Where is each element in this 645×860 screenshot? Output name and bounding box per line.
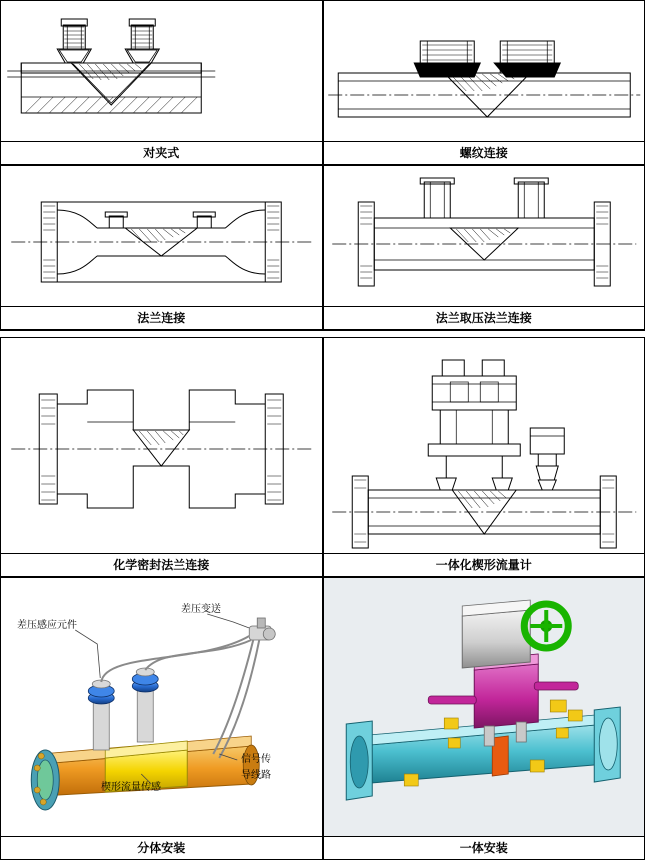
caption-integrated-meter: 一体化楔形流量计	[324, 553, 645, 576]
figure-flange-drawing	[1, 166, 322, 306]
section-divider	[0, 330, 645, 337]
section-photos	[0, 577, 645, 860]
figure-thread-drawing	[324, 1, 645, 141]
figure-flange-tap-drawing	[324, 166, 645, 306]
figure-cell-wafer	[0, 0, 323, 165]
section-bottom	[0, 337, 645, 577]
figure-integrated-meter-drawing	[324, 338, 645, 553]
caption-thread: 螺纹连接	[324, 141, 645, 164]
figure-cell-split-mount	[0, 577, 323, 860]
figure-cell-thread	[323, 0, 645, 165]
figure-cell-chem-seal	[0, 337, 323, 577]
annotation-signal-line-1: 信号传	[241, 750, 271, 765]
caption-integrated-mount: 一体安装	[324, 836, 645, 859]
photo-split-mount	[1, 578, 322, 836]
annotation-wedge-sensor: 楔形流量传感	[101, 778, 161, 793]
figure-wafer-drawing	[1, 1, 322, 141]
figure-cell-flange	[0, 165, 323, 330]
figure-chem-seal-drawing	[1, 338, 322, 553]
section-top	[0, 0, 645, 330]
figure-cell-flange-tap	[323, 165, 645, 330]
caption-split-mount: 分体安装	[1, 836, 322, 859]
figure-cell-integrated-meter	[323, 337, 645, 577]
annotation-dp-transmitter: 差压变送	[181, 600, 221, 615]
figure-cell-integrated-mount	[323, 577, 645, 860]
caption-flange: 法兰连接	[1, 306, 322, 329]
caption-flange-tap: 法兰取压法兰连接	[324, 306, 645, 329]
caption-wafer: 对夹式	[1, 141, 322, 164]
annotation-dp-sensor: 差压感应元件	[17, 616, 77, 631]
photo-integrated-mount	[324, 578, 645, 836]
caption-chem-seal: 化学密封法兰连接	[1, 553, 322, 576]
annotation-signal-line-2: 导线路	[241, 766, 271, 781]
